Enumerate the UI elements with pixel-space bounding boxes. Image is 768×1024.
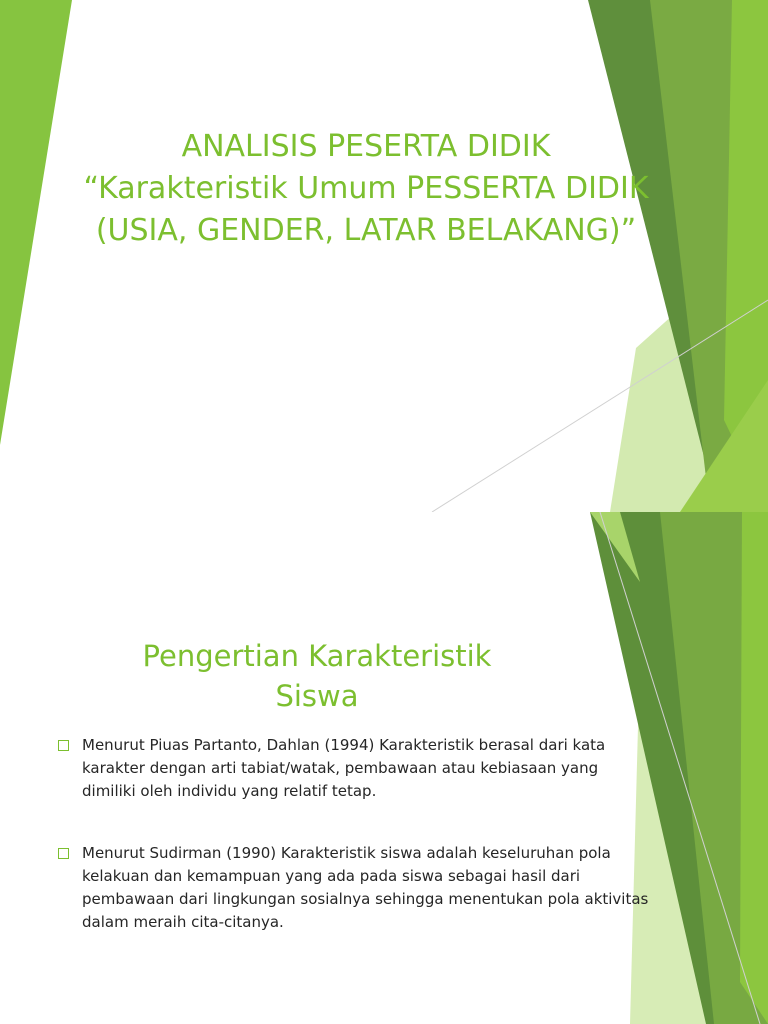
slide-1-title-line: “Karakteristik Umum PESSERTA DIDIK	[83, 171, 649, 206]
bullet-text-line: Menurut Piuas Partanto, Dahlan (1994) Karakteristik berasal dari kata	[82, 736, 606, 754]
slide-1-title	[40, 126, 692, 252]
bullet-text-line: Menurut Sudirman (1990) Karakteristik siswa adalah keseluruhan pola	[82, 844, 611, 862]
slide-2-title	[70, 636, 564, 716]
bullet-item	[56, 842, 736, 934]
square-bullet-icon	[58, 848, 69, 859]
bullet-text-line: dalam meraih cita-citanya.	[82, 913, 284, 931]
bullet-text-line: pembawaan dari lingkungan sosialnya sehingga menentukan pola aktivitas	[82, 890, 649, 908]
slide-1-title-line: ANALISIS PESERTA DIDIK	[181, 129, 551, 164]
square-bullet-icon	[58, 740, 69, 751]
slide-1-title-line: (USIA, GENDER, LATAR BELAKANG)”	[95, 213, 637, 248]
bullet-text-line: kelakuan dan kemampuan yang ada pada siswa sebagai hasil dari	[82, 867, 581, 885]
bullet-text-line: karakter dengan arti tabiat/watak, pembawaan atau kebiasaan yang	[82, 759, 599, 777]
bullet-list	[56, 734, 736, 973]
right-bright-green-shape	[740, 512, 768, 1024]
slide-2-title-line: Siswa	[275, 679, 359, 713]
slide-2-title-line: Pengertian Karakteristik	[142, 639, 492, 673]
bullet-item	[56, 734, 736, 803]
bullet-text-line: dimiliki oleh individu yang relatif tetap.	[82, 782, 377, 800]
slide-2	[0, 512, 768, 1024]
